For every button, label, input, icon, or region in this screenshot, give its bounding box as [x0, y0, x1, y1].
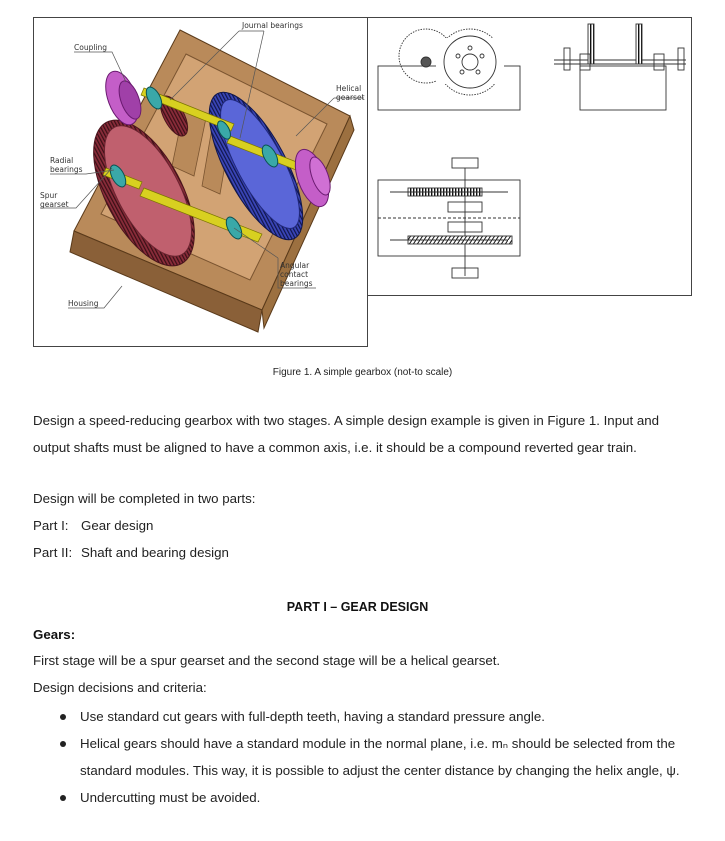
criteria-item	[33, 784, 693, 811]
gearbox-orthographic-figure	[367, 17, 692, 296]
gearbox-3d-drawing	[34, 18, 369, 348]
bullet-icon	[60, 795, 66, 801]
parts-intro: Design will be completed in two parts:	[33, 491, 256, 506]
criteria-item-text: Use standard cut gears with full-depth teeth, having a standard pressure angle.	[80, 709, 545, 724]
section-heading: PART I – GEAR DESIGN	[286, 600, 429, 614]
criteria-list	[33, 703, 693, 811]
label-coupling: Coupling	[74, 43, 108, 52]
part1-label: Part I:	[33, 518, 69, 533]
gears-heading: Gears:	[33, 627, 76, 642]
criteria-intro: Design decisions and criteria:	[33, 680, 207, 695]
figure-caption: Figure 1. A simple gearbox (not-to scale)	[272, 367, 453, 378]
label-spur-gearset-1: Spur	[40, 191, 58, 200]
label-angular-contact-2: contact	[280, 270, 309, 279]
label-radial-bearings-1: Radial	[50, 156, 74, 165]
top-view	[378, 158, 520, 278]
part1-line	[33, 518, 153, 533]
criteria-item-text: Helical gears should have a standard module in the normal plane, i.e. mₙ should be selected from the standard modules. This way, it is possible to adjust the center distance by changing the helix angle, ψ.	[80, 736, 680, 778]
label-angular-contact-1: Angular	[280, 261, 310, 270]
label-housing: Housing	[68, 299, 99, 308]
bullet-icon	[60, 714, 66, 720]
part2-label: Part II:	[33, 545, 73, 560]
front-view	[378, 29, 520, 110]
criteria-item	[33, 703, 693, 730]
label-radial-bearings-2: bearings	[50, 165, 83, 174]
part2-text: Shaft and bearing design	[81, 545, 229, 560]
label-helical-gearset-1: Helical	[336, 84, 362, 93]
part1-text: Gear design	[81, 518, 154, 533]
stage-text: First stage will be a spur gearset and the second stage will be a helical gearset.	[33, 653, 501, 668]
label-helical-gearset-2: gearset	[336, 93, 365, 102]
criteria-item	[33, 730, 693, 784]
intro-paragraph: Design a speed-reducing gearbox with two stages. A simple design example is given in Figure 1. Input and output shafts must be aligned to have a common axis, i.e. it should be a compound reverted gear train.	[33, 413, 660, 455]
bullet-icon	[60, 741, 66, 747]
side-view	[554, 24, 686, 110]
gearbox-3d-figure	[33, 17, 368, 347]
gearbox-orthographic-drawing	[368, 18, 693, 297]
criteria-item-text: Undercutting must be avoided.	[80, 790, 261, 805]
label-spur-gearset-2: gearset	[40, 200, 69, 209]
part2-line	[33, 545, 229, 560]
label-angular-contact-3: bearings	[280, 279, 313, 288]
label-journal-bearings: Journal bearings	[242, 21, 303, 30]
